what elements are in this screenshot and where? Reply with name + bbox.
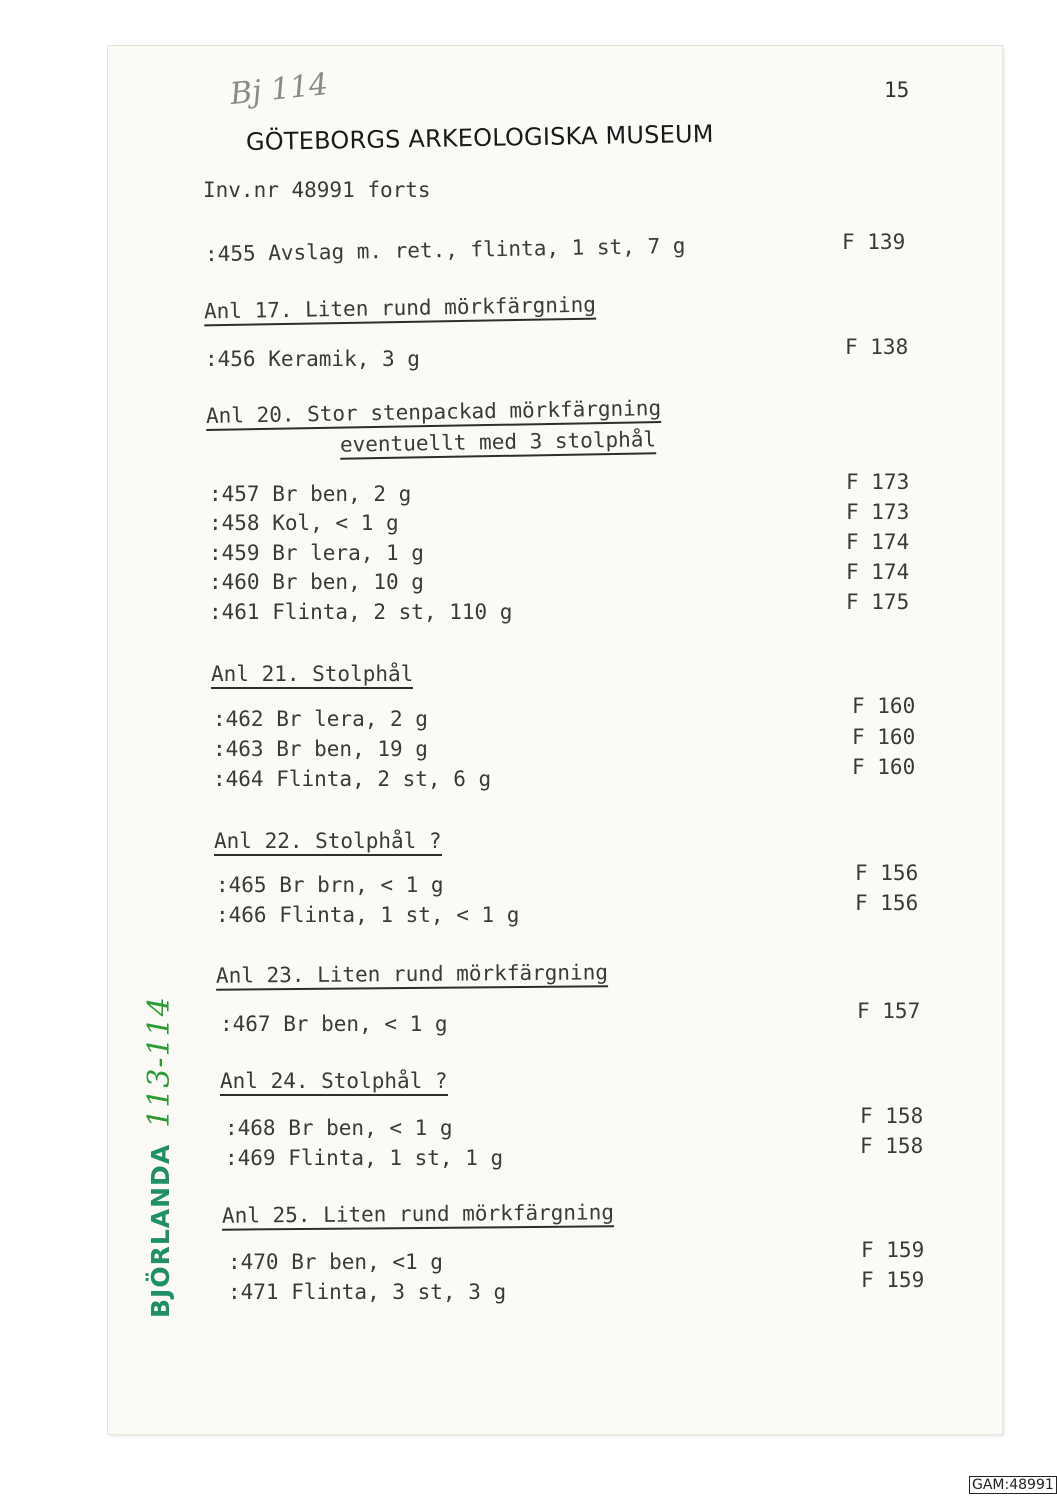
item-464: :464 Flinta, 2 st, 6 g <box>213 767 492 791</box>
section-heading: Anl 25. Liten rund mörkfärgning <box>222 1200 614 1230</box>
section-heading: Anl 21. Stolphål <box>211 662 413 689</box>
ref-464: F 160 <box>852 755 916 779</box>
ref-471: F 159 <box>861 1268 925 1292</box>
ref-456: F 138 <box>845 335 909 359</box>
locality-name: BJÖRLANDA <box>146 1143 175 1318</box>
section-heading: Anl 24. Stolphål ? <box>220 1069 448 1096</box>
locality-stamp <box>142 996 177 1318</box>
handwritten-reference: Bj 114 <box>228 66 330 113</box>
item-467: :467 Br ben, < 1 g <box>220 1012 448 1036</box>
ref-466: F 156 <box>855 891 919 915</box>
item-458: :458 Kol, < 1 g <box>209 511 399 535</box>
item-470: :470 Br ben, <1 g <box>228 1250 443 1274</box>
ref-465: F 156 <box>855 861 919 885</box>
ref-459: F 174 <box>846 530 910 554</box>
ref-470: F 159 <box>861 1238 925 1262</box>
item-465: :465 Br brn, < 1 g <box>216 873 444 897</box>
item-460: :460 Br ben, 10 g <box>209 570 424 594</box>
item-469: :469 Flinta, 1 st, 1 g <box>225 1146 504 1170</box>
ref-460: F 174 <box>846 560 910 584</box>
item-468: :468 Br ben, < 1 g <box>225 1116 453 1140</box>
ref-468: F 158 <box>860 1104 924 1128</box>
item-456: :456 Keramik, 3 g <box>205 347 420 371</box>
museum-title: GÖTEBORGS ARKEOLOGISKA MUSEUM <box>245 119 714 156</box>
archive-reference: GAM:48991 <box>969 1476 1057 1494</box>
section-heading: Anl 20. Stor stenpackad mörkfärgning <box>206 396 662 431</box>
locality-numbers: 113-114 <box>142 996 177 1128</box>
item-462: :462 Br lera, 2 g <box>213 707 428 731</box>
ref-458: F 173 <box>846 500 910 524</box>
item-457: :457 Br ben, 2 g <box>209 482 412 506</box>
ref-461: F 175 <box>846 590 910 614</box>
item-471: :471 Flinta, 3 st, 3 g <box>228 1280 507 1304</box>
ref-469: F 158 <box>860 1134 924 1158</box>
section-heading-continued: eventuellt med 3 stolphål <box>340 427 657 460</box>
section-heading: Anl 17. Liten rund mörkfärgning <box>204 293 596 327</box>
section-heading: Anl 22. Stolphål ? <box>214 829 442 856</box>
section-heading: Anl 23. Liten rund mörkfärgning <box>216 960 608 990</box>
ref-457: F 173 <box>846 470 910 494</box>
page-number: 15 <box>884 78 910 102</box>
ref-463: F 160 <box>852 725 916 749</box>
ref-455: F 139 <box>842 230 906 254</box>
item-461: :461 Flinta, 2 st, 110 g <box>209 600 513 624</box>
ref-467: F 157 <box>857 999 921 1023</box>
item-459: :459 Br lera, 1 g <box>209 541 424 565</box>
inventory-number: Inv.nr 48991 forts <box>203 178 431 202</box>
item-463: :463 Br ben, 19 g <box>213 737 428 761</box>
ref-462: F 160 <box>852 694 916 718</box>
item-466: :466 Flinta, 1 st, < 1 g <box>216 903 520 927</box>
item-455: :455 Avslag m. ret., flinta, 1 st, 7 g <box>204 233 686 267</box>
